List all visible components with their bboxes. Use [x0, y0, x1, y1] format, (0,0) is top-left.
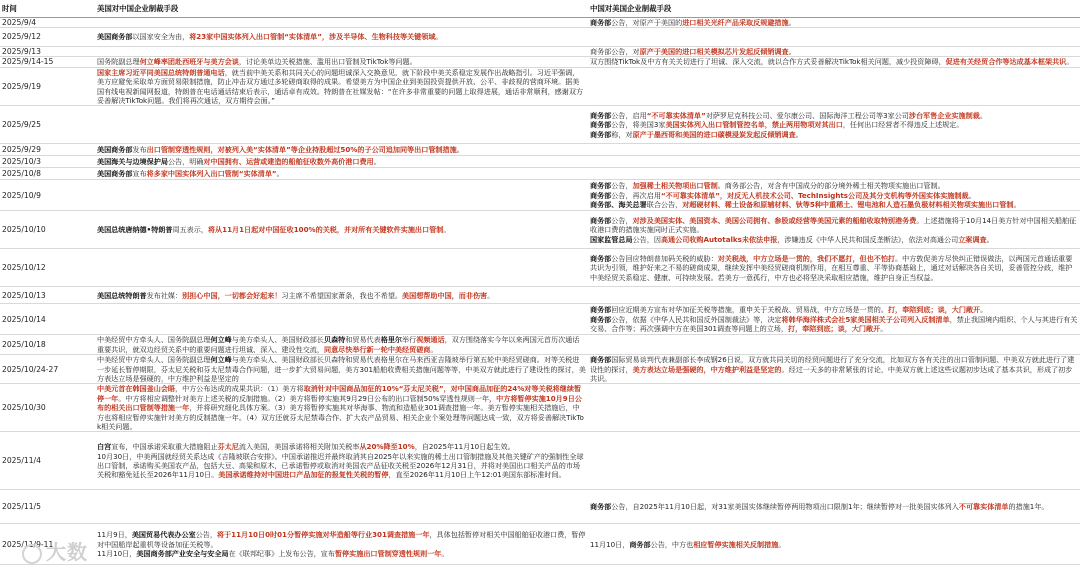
text-segment: 原产于美国的进口相关模拟芯片发起反倾销调查: [639, 46, 789, 56]
text-segment: 和贸易代表: [345, 335, 381, 345]
table-row: [0, 211, 1080, 249]
date-cell: 2025/11/9-11: [2, 539, 54, 549]
watermark-text: 大数: [46, 540, 88, 564]
text-segment: 举行: [402, 335, 417, 345]
table-row: [0, 432, 1080, 490]
header-cn-measures: 中国对美国企业制裁手段: [590, 3, 672, 13]
text-segment: 商务部: [590, 110, 612, 120]
text-segment: ，具体包括暂停对相关中国船舶征收港口费，暂停对中国船岸起重机等设备加征关税等。: [97, 530, 586, 549]
us-measure-cell: [95, 384, 588, 432]
text-segment: 商务部: [590, 502, 612, 512]
table-row: [0, 27, 1080, 46]
text-segment: 联合公告，: [646, 200, 683, 210]
text-segment: 公告，启用: [611, 110, 647, 120]
us-measure-cell: [95, 17, 588, 27]
cn-measure-cell: [588, 524, 1080, 565]
text-segment: 。: [276, 169, 284, 179]
date-cell: 2025/10/3: [2, 157, 41, 167]
cn-measure-cell: [588, 67, 1080, 106]
text-segment: 美国海关与边境保护局: [97, 157, 168, 167]
text-segment: 。: [880, 324, 888, 334]
text-segment: 公告，: [611, 181, 633, 191]
text-segment: 11月10日，: [590, 539, 630, 549]
table-row: [0, 180, 1080, 211]
date-cell: 2025/9/29: [2, 145, 41, 155]
header-us-measures: 美国对中国企业制裁手段: [97, 3, 179, 13]
text-segment: ，并将研究细化具体方案。（3）美方将暂停实施其对华海事、物流和造船业301调查措施一年。美方暂停实施相关措施后，中方也将相应暂停实施针对美方的反制措施一年。（4）双方还就芬太尼禁毒合作、扩大农产品贸易、相关企业个案处理等问题达成一致，双方将妥善解决TikTok相关问题。: [97, 403, 584, 431]
text-segment: 贝森特: [324, 335, 346, 345]
text-segment: ，自2025年11月10日起生效。: [414, 442, 515, 452]
text-segment: 取消针对中国商品加征的10%“芬太尼关税”，对中国商品加征的24%对等关税将继续暂停一年: [97, 384, 582, 403]
text-segment: ，双方围绕落实今年以来两国元首历次通话重要共识，就双边经贸关系中的重要问题进行坦诚、深入、建设性交流，: [97, 335, 580, 354]
text-segment: 将23家中国实体列入出口管制“实体清单”，涉及半导体、生物科技等关键领域: [189, 32, 436, 42]
table-body: [0, 17, 1080, 565]
text-segment: 公告，自2025年11月10日起，对31家美国实体继续暂停两用物项出口限制1年；继续暂停对一批美国实体列入: [611, 502, 959, 512]
text-segment: 与美方牵头人、美国财政部长贝森特和贸易代表格里尔在马来西亚吉隆坡举行第五轮中美经贸磋商。对等关税进一步延长暂停期限，芬太尼关税和芬太尼禁毒合作问题，进一步扩大贸易问题，美方301船舶收费相关措施问题等等，中美双方就此进行了建设性的探讨，美方表达立场是强硬的，中方维护利益是坚定的: [97, 355, 586, 383]
text-segment: 芬太尼: [217, 442, 239, 452]
text-segment: 商务部: [590, 120, 612, 130]
text-segment: 。: [1066, 57, 1074, 67]
date-cell: 2025/10/13: [2, 290, 46, 300]
text-segment: 高通公司收购Autotalks未依法申报: [660, 234, 778, 244]
text-segment: 对涉及美国实体、美国资本、美国公司拥有、参股或经营等美国元素的船舶收取特别港务费: [632, 215, 917, 225]
text-segment: 美国商务部: [97, 145, 133, 155]
text-segment: 公告，再次启用: [611, 190, 661, 200]
text-segment: “不可靠实体清单”，对反无人机技术公司、TechInsights公司及其分支机构等外国实体实施制裁: [660, 190, 969, 200]
table-row: [0, 46, 1080, 56]
us-measure-cell: [95, 211, 588, 249]
text-segment: 国家主席习近平同美国总统特朗普通电话: [97, 67, 225, 77]
table-row: [0, 355, 1080, 384]
text-segment: 公告，依据《中华人民共和国反外国制裁法》等，决定: [611, 314, 782, 324]
text-segment: 流入美国，美国承诺将相关附加关税率: [238, 442, 360, 452]
text-segment: 将韩华海洋株式会社5家美国相关子公司列入反制清单: [781, 314, 950, 324]
text-segment: 美方表达立场是强硬的，中方维护利益是坚定的: [632, 364, 782, 374]
text-segment: 立案调查: [958, 234, 987, 244]
text-segment: 加强稀土相关物项出口管制: [632, 181, 718, 191]
table-row: [0, 156, 1080, 168]
cn-measure-cell: [588, 144, 1080, 156]
text-segment: 对中国拥有、运营或建造的船舶征收数外高价港口费用: [203, 157, 374, 167]
cn-measure-cell: [588, 304, 1080, 335]
watermark-logo-icon: [22, 544, 42, 564]
text-segment: “不可靠实体清单”: [646, 110, 706, 120]
us-measure-cell: [95, 249, 588, 287]
text-segment: 商务部公告，对: [590, 46, 640, 56]
cn-measure-cell: [588, 46, 1080, 56]
text-segment: 视频通话: [416, 335, 445, 345]
text-segment: 别担心中国，一切都会好起来！: [182, 290, 282, 300]
text-segment: 中美经贸中方牵头人、国务院副总理: [97, 335, 211, 345]
text-segment: 。: [487, 290, 495, 300]
text-segment: 商务部: [590, 17, 612, 27]
table-row: [0, 57, 1080, 67]
text-segment: 。中方敦促美方尽快纠正错误做法，以两国元首通话重要共识为引领，维护好来之不易的磋商成果，继续发挥中美经贸磋商机制作用，在相互尊重、平等协商基础上，通过对话解决各自关切，妥善管控分歧，维护中美经贸关系稳定、健康、可持续发展。若美方一意孤行，中方也必将坚决采取相应措施，维护自身正当权益。: [590, 253, 1073, 282]
text-segment: 中美经贸中方牵头人、国务院副总理: [97, 355, 211, 365]
text-segment: 商务部: [629, 539, 651, 549]
text-segment: 商务部: [590, 253, 612, 263]
text-segment: 相应暂停实施相关反制措施: [693, 539, 779, 549]
text-segment: 公告，: [611, 215, 633, 225]
text-segment: 商务部: [590, 215, 612, 225]
table-header-row: [0, 0, 1080, 17]
table-row: [0, 304, 1080, 335]
text-segment: 商务部、海关总署: [590, 200, 647, 210]
table-row: [0, 490, 1080, 524]
text-segment: 。: [986, 234, 994, 244]
text-segment: ，讨论美单边关税措施、滥用出口管制及TikTok等问题。: [238, 57, 417, 67]
table-row: [0, 17, 1080, 27]
header-time: 时间: [2, 3, 17, 13]
text-segment: 商务部: [590, 129, 612, 139]
cn-measure-cell: [588, 180, 1080, 211]
cn-measure-cell: [588, 17, 1080, 27]
text-segment: 。商务部公告，对含有中国成分的部分境外稀土相关物项实施出口管制。: [717, 181, 945, 191]
date-cell: 2025/10/8: [2, 169, 41, 179]
text-segment: 公告，对原产于美国的: [611, 17, 683, 27]
date-cell: 2025/10/10: [2, 225, 46, 235]
text-segment: 以国家安全为由，: [132, 32, 190, 42]
text-segment: 。: [778, 539, 786, 549]
text-segment: 与美方牵头人、美国财政部长: [231, 335, 324, 345]
us-measure-cell: [95, 432, 588, 490]
us-measure-cell: [95, 355, 588, 384]
text-segment: ，禁止我国境内组织、个人与其进行有关交易、合作等；再次强调中方在美国301调查等问题上的立场，: [590, 314, 1078, 334]
text-segment: 。: [435, 32, 443, 42]
table-row: [0, 384, 1080, 432]
text-segment: 。: [788, 46, 796, 56]
text-segment: 。: [443, 225, 451, 235]
text-segment: 。上述措施将于10月14日美方针对中国相关船舶征收港口费的措施实施同时正式实施。: [590, 215, 1077, 235]
text-segment: 发布: [132, 145, 147, 155]
text-segment: 宣布，中国承诺采取重大措施阻止: [111, 442, 218, 452]
cn-measure-cell: [588, 490, 1080, 524]
text-segment: 11月9日，: [97, 530, 132, 540]
watermark: [22, 536, 88, 565]
date-cell: 2025/10/12: [2, 263, 46, 273]
text-segment: ，直至2026年11月10日上午12:01美国东部标准时间。: [388, 470, 566, 480]
text-segment: 。: [456, 145, 464, 155]
date-cell: 2025/10/18: [2, 340, 46, 350]
cn-measure-cell: [588, 106, 1080, 144]
text-segment: 的措施1年。: [1008, 502, 1049, 512]
us-measure-cell: [95, 106, 588, 144]
us-measure-cell: [95, 180, 588, 211]
text-segment: 。: [441, 549, 449, 559]
date-cell: 2025/9/13: [2, 46, 41, 56]
text-segment: 公告，将美国3家: [611, 120, 666, 130]
text-segment: ，就当前中美关系和共同关心的问题坦诚深入交换意见，就下阶段中美关系稳定发展作出战略指引。习近平强调，美方应避免采取单方面贸易限制措施，防止冲击双方通过多轮磋商取得的成果。希望美方为中国企业到美国投资提供开放、公平、非歧视的营商环境。据美国有线电视新闻网报道，特朗普在电话通话结束后表示，通话卓有成效。特朗普在社媒发帖：“在许多非常重要的问题上取得进展，通话非常顺利，感谢双方妥善解决TikTok问题。我们将再次通话，双方期待会面。”: [97, 67, 584, 105]
text-segment: 美国承诺维持对中国进口产品加征的报复性关税的暂停: [218, 470, 389, 480]
text-segment: 商务部: [590, 355, 612, 365]
text-segment: 出口管制穿透性规则，对被列入美“实体清单”等企业持股超过50%的子公司追加同等出口管制措施: [146, 145, 457, 155]
date-cell: 2025/10/30: [2, 403, 46, 413]
text-segment: 白宫: [97, 442, 112, 452]
cn-measure-cell: [588, 287, 1080, 304]
text-segment: 公告，明确: [167, 157, 204, 167]
text-segment: 商务部: [590, 305, 612, 315]
text-segment: 宣布: [132, 169, 147, 179]
text-segment: 公告回应特朗普加码关税的威胁：: [611, 253, 718, 263]
us-measure-cell: [95, 524, 588, 565]
text-segment: ，任何出口经营者不得违反上述规定。: [842, 120, 964, 130]
text-segment: 公告，: [195, 530, 217, 540]
text-segment: ，中方公布达成的成果共识：（1）美方将: [175, 384, 304, 394]
text-segment: 。: [430, 344, 438, 354]
text-segment: 美国贸易代表办公室: [131, 530, 196, 540]
text-segment: 。中方将相应调整针对美方上述关税的反制措施。（2）美方将暂停实施其9月29日公布的出口管制50%穿透性规则一年: [118, 393, 490, 403]
date-cell: 2025/9/4: [2, 17, 37, 27]
us-measure-cell: [95, 490, 588, 524]
cn-measure-cell: [588, 249, 1080, 287]
text-segment: 商务部: [590, 190, 612, 200]
text-segment: 打，奉陪到底；谈，大门敞开: [887, 305, 981, 315]
us-measure-cell: [95, 168, 588, 180]
text-segment: ，中方将暂停实施10月9日公布的相关出口管制等措施一年: [97, 393, 582, 413]
text-segment: 美国实体列入出口管制管控名单，禁止两用物项对其出口: [665, 120, 843, 130]
text-segment: 中美元首在韩国釜山会晤: [97, 384, 176, 394]
text-segment: 公告，中方也: [650, 539, 694, 549]
cn-measure-cell: [588, 432, 1080, 490]
text-segment: 同意尽快举行新一轮中美经贸磋商: [324, 344, 431, 354]
table-row: [0, 524, 1080, 565]
text-segment: 将从11月1日起对中国征收100%的关税，并对所有关键软件实施出口管制: [207, 225, 444, 235]
date-cell: 2025/10/9: [2, 190, 41, 200]
text-segment: 回应近期美方宣布对华加征关税等措施，重申关于关税战、贸易战，中方立场是一贯的。: [611, 305, 888, 315]
text-segment: 美国商务部: [97, 169, 133, 179]
text-segment: 美国商务部: [97, 32, 133, 42]
us-measure-cell: [95, 156, 588, 168]
cn-measure-cell: [588, 57, 1080, 67]
date-cell: 2025/9/14-15: [2, 57, 54, 67]
text-segment: 发布社媒：: [146, 290, 183, 300]
text-segment: ，涉嫌违反《中华人民共和国反垄断法》，依法对高通公司: [777, 234, 959, 244]
us-measure-cell: [95, 57, 588, 67]
text-segment: 美国总统特朗普: [97, 290, 147, 300]
table-row: [0, 67, 1080, 106]
text-segment: 。: [979, 110, 987, 120]
text-segment: 何立峰率团赴西班牙与美方会谈: [139, 57, 239, 67]
text-segment: 商务部: [590, 181, 612, 191]
text-segment: 。: [373, 157, 381, 167]
text-segment: 促进有关经贸合作等达成基本框架共识: [945, 57, 1067, 67]
text-segment: 对超硬材料、稀土设备和原辅材料、钬等5种中重稀土、锂电池和人造石墨负极材料相关物项实施出口管制: [682, 200, 1014, 210]
text-segment: 。: [1013, 200, 1021, 210]
text-segment: 原产于墨西哥和美国的进口碳模浸炭发起反倾销调查: [632, 129, 796, 139]
text-segment: 将于11月10日0时01分暂停实施对华造船等行业301调查措施一年: [216, 530, 430, 540]
text-segment: 将多家中国实体列入出口管制“实体清单”: [146, 169, 277, 179]
text-segment: 10月30日，中美两国就经贸关系达成《吉隆坡联合安排》。中国承诺推迟并最终取消其自2025年以来实施的稀土出口管制措施及其他关键矿产的强制性全球出口管制，承诺购买美国农产品，包括大豆、高粱和原木，已承诺暂停或取消对美国农产品征收关税至2026年12月31日，并将对美国出口相关产品的市场关税和豁免延长至2026年11月10日。: [97, 451, 584, 480]
text-segment: 何立峰: [210, 355, 232, 365]
text-segment: 暂停实施出口管制穿透性规则一年: [334, 549, 442, 559]
us-measure-cell: [95, 27, 588, 46]
text-segment: 格里尔: [380, 335, 403, 345]
table-row: [0, 106, 1080, 144]
text-segment: 不可靠实体清单: [958, 502, 1009, 512]
date-cell: 2025/11/4: [2, 456, 41, 466]
text-segment: 。: [788, 17, 796, 27]
text-segment: 美国商务部产业安全与安全局: [136, 549, 229, 559]
text-segment: 在《联邦纪事》上发布公告，宣布: [228, 549, 335, 559]
table-row: [0, 249, 1080, 287]
cn-measure-cell: [588, 384, 1080, 432]
us-measure-cell: [95, 304, 588, 335]
text-segment: 。: [795, 129, 803, 139]
text-segment: 何立峰: [210, 335, 232, 345]
text-segment: 从20%降至10%: [359, 442, 415, 452]
cn-measure-cell: [588, 156, 1080, 168]
text-segment: 打，奉陪到底；谈，大门敞开: [787, 324, 881, 334]
cn-measure-cell: [588, 355, 1080, 384]
text-segment: 习主席不希望国家萧条，我也不希望。: [281, 290, 403, 300]
text-segment: 国家监管总局: [590, 234, 633, 244]
table-row: [0, 335, 1080, 355]
text-segment: 美国想帮助中国，而非伤害: [402, 290, 488, 300]
text-segment: 进口相关光纤产品采取反规避措施: [682, 17, 789, 27]
cn-measure-cell: [588, 335, 1080, 355]
text-segment: 。: [968, 190, 976, 200]
us-measure-cell: [95, 144, 588, 156]
cn-measure-cell: [588, 27, 1080, 46]
date-cell: 2025/9/12: [2, 32, 41, 42]
table-row: [0, 168, 1080, 180]
text-segment: 涉台军售企业实施制裁: [908, 110, 980, 120]
text-segment: 。经过一天多的非常紧张的讨论，中美双方就上述这些议题初步达成了基本共识，形成了初步共识。: [590, 364, 1073, 383]
date-cell: 2025/9/25: [2, 120, 41, 130]
text-segment: 11月10日，: [97, 549, 137, 559]
text-segment: 周五表示，: [172, 225, 208, 235]
text-segment: 国务院副总理: [97, 57, 140, 67]
us-measure-cell: [95, 67, 588, 106]
text-segment: 称，对: [611, 129, 633, 139]
date-cell: 2025/10/14: [2, 314, 46, 324]
cn-measure-cell: [588, 168, 1080, 180]
text-segment: 国际贸易谈判代表兼副部长李成钢26日说，双方就共同关切的经贸问题进行了充分交流，比如双方各有关注的出口管制问题、中美双方就此进行了建设性的探讨，: [590, 355, 1075, 374]
text-segment: 公告，因: [632, 234, 661, 244]
text-segment: 对关税战，中方立场是一贯的，我们不愿打，但也不怕打: [717, 253, 896, 263]
date-cell: 2025/10/24-27: [2, 364, 59, 374]
cn-measure-cell: [588, 211, 1080, 249]
table-row: [0, 144, 1080, 156]
text-segment: 美国总统唐纳德•特朗普: [97, 225, 173, 235]
table-row: [0, 287, 1080, 304]
text-segment: 双方围绕TikTok及中方有关关切进行了坦诚、深入交流，就以合作方式妥善解决TikTok相关问题，减少投资障碍，: [590, 57, 946, 67]
date-cell: 2025/11/5: [2, 502, 41, 512]
text-segment: 。: [980, 305, 988, 315]
text-segment: 商务部: [590, 314, 612, 324]
us-measure-cell: [95, 335, 588, 355]
us-measure-cell: [95, 287, 588, 304]
text-segment: 对萨罗尼克科技公司、爱尔康公司、国际海洋工程公司等3家公司: [705, 110, 909, 120]
date-cell: 2025/9/19: [2, 81, 41, 91]
us-measure-cell: [95, 46, 588, 56]
